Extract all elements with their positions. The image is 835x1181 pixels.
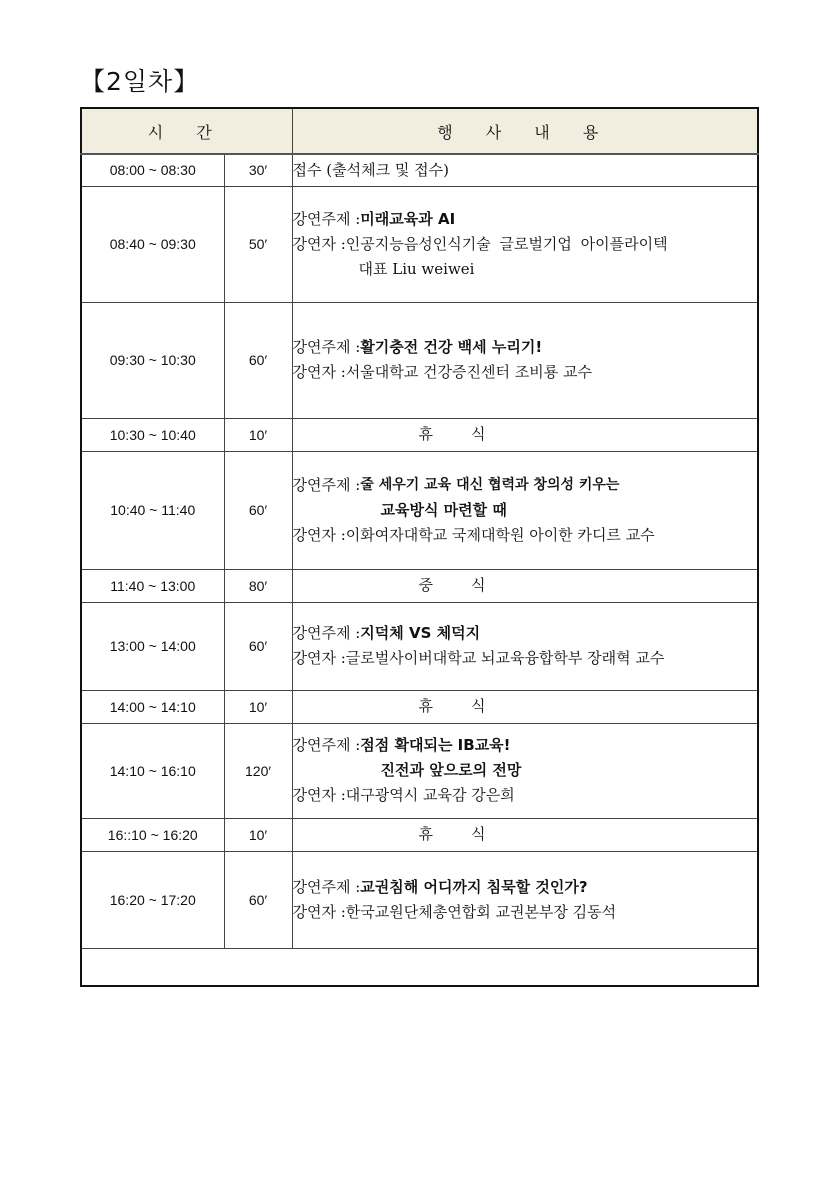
speaker-text: 이화여자대학교 국제대학원 아이한 카디르 교수 [345,525,655,544]
time-cell: 08:40 ~ 09:30 [81,186,224,302]
duration-cell: 60′ [224,451,292,569]
speaker-text-cont: 대표 Liu weiwei [358,259,475,278]
speaker-label: 강연자 : [292,649,346,667]
time-cell: 16:20 ~ 17:20 [81,851,224,948]
topic-label: 강연주제 : [292,475,361,494]
duration-cell: 60′ [224,602,292,690]
header-time: 시 간 [81,108,292,154]
table-header-row [81,108,758,154]
table-row [81,569,758,602]
speaker-text: 글로벌사이버대학교 뇌교육융합학부 장래혁 교수 [345,649,665,667]
table-row [81,418,758,451]
speaker-label: 강연자 : [292,786,346,804]
time-cell: 09:30 ~ 10:30 [81,302,224,418]
content-cell [292,723,758,818]
speaker-text: 대구광역시 교육감 강은희 [345,786,515,804]
break-text: 휴식 [418,825,524,843]
duration-cell: 10′ [224,690,292,723]
content-cell [292,186,758,302]
topic-text: 교권침해 어디까지 침묵할 것인가? [360,877,588,896]
content-cell [292,851,758,948]
time-cell: 10:30 ~ 10:40 [81,418,224,451]
topic-label: 강연주제 : [292,209,361,228]
empty-cell [81,948,758,986]
duration-cell: 80′ [224,569,292,602]
duration-cell: 120′ [224,723,292,818]
break-text: 중식 [418,576,524,594]
speaker-text: 인공지능음성인식기술 글로벌기업 아이플라이텍 [345,234,668,253]
time-cell: 08:00 ~ 08:30 [81,154,224,186]
duration-cell: 30′ [224,154,292,186]
topic-text-cont: 진전과 앞으로의 전망 [380,761,522,779]
topic-label: 강연주제 : [292,877,361,896]
header-content: 행 사 내 용 [292,108,758,154]
duration-cell: 50′ [224,186,292,302]
duration-cell: 60′ [224,851,292,948]
page-title: 【2일차】 [80,67,200,96]
topic-text: 미래교육과 AI [360,209,456,228]
topic-text-cont: 교육방식 마련할 때 [380,500,507,519]
content-cell [292,690,758,723]
table-row [81,818,758,851]
time-cell: 14:10 ~ 16:10 [81,723,224,818]
table-row [81,851,758,948]
time-cell: 13:00 ~ 14:00 [81,602,224,690]
topic-label: 강연주제 : [292,338,361,356]
table-row [81,451,758,569]
topic-label: 강연주제 : [292,624,361,642]
content-text: 접수 (출석체크 및 접수) [292,160,449,179]
table-row [81,723,758,818]
content-cell [292,418,758,451]
duration-cell: 60′ [224,302,292,418]
topic-text: 활기충전 건강 백세 누리기! [360,338,543,356]
break-text: 휴식 [418,697,524,715]
empty-row [81,948,758,986]
content-cell [292,818,758,851]
content-cell [292,451,758,569]
topic-text: 점점 확대되는 IB교육! [360,736,511,754]
content-cell [292,302,758,418]
table-row [81,302,758,418]
topic-text: 지덕체 VS 체덕지 [360,624,481,642]
speaker-label: 강연자 : [292,234,346,253]
time-cell: 14:00 ~ 14:10 [81,690,224,723]
table-row [81,690,758,723]
table-row [81,186,758,302]
time-cell: 10:40 ~ 11:40 [81,451,224,569]
schedule-table [80,107,759,987]
content-cell [292,602,758,690]
speaker-text: 한국교원단체총연합회 교권본부장 김동석 [345,902,617,921]
time-cell: 16::10 ~ 16:20 [81,818,224,851]
duration-cell: 10′ [224,818,292,851]
topic-text: 줄 세우기 교육 대신 협력과 창의성 키우는 [360,476,620,493]
time-cell: 11:40 ~ 13:00 [81,569,224,602]
table-row [81,154,758,186]
content-cell [292,569,758,602]
topic-label: 강연주제 : [292,736,361,754]
break-text: 휴식 [418,425,524,443]
content-cell [292,154,758,186]
duration-cell: 10′ [224,418,292,451]
speaker-label: 강연자 : [292,525,346,544]
speaker-label: 강연자 : [292,363,346,381]
speaker-label: 강연자 : [292,902,346,921]
table-row [81,602,758,690]
speaker-text: 서울대학교 건강증진센터 조비룡 교수 [345,363,592,381]
